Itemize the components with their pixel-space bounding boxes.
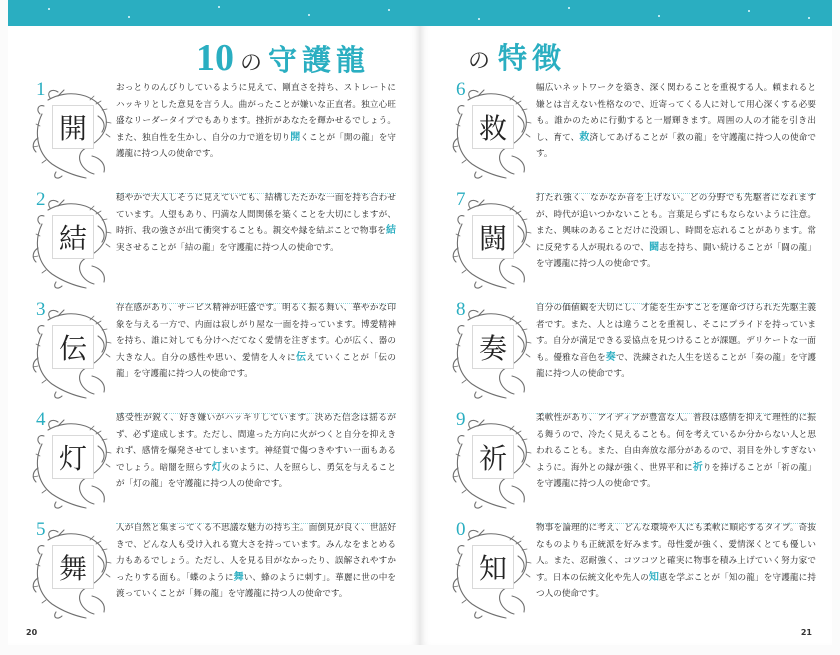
description-text-end: 済してあげることが「救の龍」を守護龍に持つ人の使命です。 [536,132,816,160]
entry-description [536,80,816,163]
entry-description [116,80,396,163]
description-text-end: くことが「開の龍」を守護龍に持つ人の使命です。 [116,132,396,160]
title-number: 10 [196,37,234,79]
description-text: 柔軟性があり、アイディアが豊富な人。普段は感情を抑えて理性的に振る舞うので、冷たく見えることも。何を考えているか分からない人と思われることも。また、自由奔放な部分があるので、羽目を外しすぎないように。海外との縁が強く、世界平和に [536,413,816,473]
title-right-main: 特徴 [498,41,567,75]
title-left-particle: の [240,51,263,76]
dragon-kanji: 祈 [472,435,514,479]
entry-number: 9 [456,409,466,430]
entry-number: 5 [36,519,46,540]
dragon-kanji: 奏 [472,325,514,369]
description-text-end: で、洗練された人生を送ることが「奏の龍」を守護龍に持つ人の使命です。 [536,352,816,380]
right-entry-0 [448,520,814,624]
dragon-kanji: 結 [52,215,94,259]
highlight-kanji: 伝 [295,351,307,363]
highlight-kanji: 祈 [692,461,703,473]
entry-description [536,300,816,383]
highlight-kanji: 灯 [211,461,222,473]
description-text: 穏やかで大人しそうに見えていても、結構したたかな一面を持ち合わせています。人望もあり、円満な人間関係を築くことを大切にしますが、時折、我の強さが出て衝突することも。親交や縁を結ぶことで物事を [116,193,396,237]
title-right-particle: の [468,49,491,74]
page-number-left: 20 [26,628,38,637]
description-text-end: 志を持ち、闘い続けることが「闘の龍」を守護龍に持つ人の使命です。 [536,242,816,270]
highlight-kanji: 救 [579,131,590,143]
description-text: おっとりのんびりしているように見えて、剛直さを持ち、ストレートにハッキリとした意見を言う人。曲がったことが嫌いな正直者。独立心旺盛なリーダータイプでもあります。挫折があなたを輝かせるでしょう。また、独自性を生かし、自分の力で道を切り [116,83,396,143]
entry-number: 3 [36,299,46,320]
dragon-kanji: 灯 [52,435,94,479]
description-text-end: えていくことが「伝の龍」を守護龍に持つ人の使命です。 [116,352,396,380]
dragon-kanji: 舞 [52,545,94,589]
description-text-end: 恵を学ぶことが「知の龍」を守護龍に持つ人の使命です。 [536,572,816,600]
highlight-kanji: 奏 [605,351,616,363]
description-text: 人が自然と集まってくる不思議な魅力の持ち主。面倒見が良く、世話好きで、どんな人も受け入れる寛大さを持っています。みんなをまとめる力もあるでしょう。ただし、人を見る目がなかったり、誤解されやすかったりする面も。「蝶のように [116,523,396,583]
dragon-kanji: 伝 [52,325,94,369]
right-entry-6 [448,80,814,184]
right-entry-9 [448,410,814,514]
dragon-kanji: 救 [472,105,514,149]
description-text-end: 火のように、人を照らし、勇気を与えることが「灯の龍」を守護龍に持つ人の使命です。 [116,462,396,490]
entry-number: 2 [36,189,46,210]
right-entry-7 [448,190,814,294]
title-left-main: 守護龍 [268,43,371,77]
entry-number: 1 [36,79,46,100]
title-right [468,36,566,80]
right-entry-8 [448,300,814,404]
entry-number: 0 [456,519,466,540]
highlight-kanji: 結 [386,225,396,237]
left-entry-5 [28,519,397,624]
title-left [196,36,370,80]
description-text: 物事を論理的に考え、どんな環境や人にも柔軟に順応するタイプ。奇抜なものよりも正統派を好みます。母性愛が強く、愛情深くとても優しい人。また、忍耐強く、コツコツと確実に物事を積み上げていく努力家です。日本の伝統文化や先人の [536,523,816,583]
description-text: 感受性が鋭く、好き嫌いがハッキリしています。決めた信念は揺るがず、必ず達成します。ただし、間違った方向に火がつくと自分を抑えきれず、感情を爆発させてしまいます。神経質で傷つきやすい一面もあるでしょう。暗闇を照らす [116,413,396,473]
highlight-kanji: 舞 [233,571,244,583]
page-number-right: 21 [800,628,812,637]
entry-description [116,190,396,256]
entry-description [536,410,816,493]
left-entry-3 [28,300,394,404]
left-entry-4 [28,410,394,514]
description-text: 自分の価値観を大切にし、才能を生かすことを運命づけられた先駆主義者です。また、人とは違うことを重視し、そこにプライドを持っています。自分が満足できる妥協点を見つけることが課題。デリケートな一面も。優雅な音色を [536,303,816,363]
left-entry-1 [28,80,394,184]
entry-number: 8 [456,299,466,320]
description-text-end: い、蜂のように刺す」。華麗に世の中を渡っていくことが「舞の龍」を守護龍に持つ人の使命です。 [116,572,397,600]
description-text: 幅広いネットワークを築き、深く関わることを重視する人。頼まれると嫌とは言えない性格なので、近寄ってくる人に対して用心深くする必要も。誰かのために行動すると一層輝きます。周囲の人の才能を引き出し、育て、 [536,83,816,143]
entry-number: 6 [456,79,466,100]
entry-description [536,520,816,603]
entry-description [116,300,396,383]
highlight-kanji: 知 [648,571,659,583]
entry-number: 4 [36,409,46,430]
description-text: 打たれ強く、なかなか音を上げない。どの分野でも先駆者になれますが、時代が追いつかないことも。言葉足らずにもならないように注意。また、興味のあることだけに没頭し、時間を忘れることがあります。常に反発する人が現れるので、 [536,193,816,253]
entry-description [536,190,816,273]
entry-description [116,520,396,603]
description-text-end: りを捧げることが「祈の龍」を守護龍に持つ人の使命です。 [536,462,816,490]
highlight-kanji: 開 [290,131,301,143]
entry-description [116,410,396,493]
description-text-end: 実させることが「結の龍」を守護龍に持つ人の使命です。 [116,242,339,253]
left-entry-2 [28,190,394,294]
dragon-kanji: 知 [472,545,514,589]
description-text: 存在感があり、サービス精神が旺盛です。明るく振る舞い、華やかな印象を与える一方で、内面は寂しがり屋な一面を持っています。博愛精神を持ち、誰に対しても分けへだてなく愛情を注ぎます。心が広く、器の大きな人。自分の感性や思い、愛情を人々に [116,303,396,363]
dragon-kanji: 闘 [472,215,514,259]
entry-number: 7 [456,189,466,210]
top-decorative-band [8,0,832,26]
dragon-kanji: 開 [52,105,94,149]
highlight-kanji: 闘 [649,241,660,253]
